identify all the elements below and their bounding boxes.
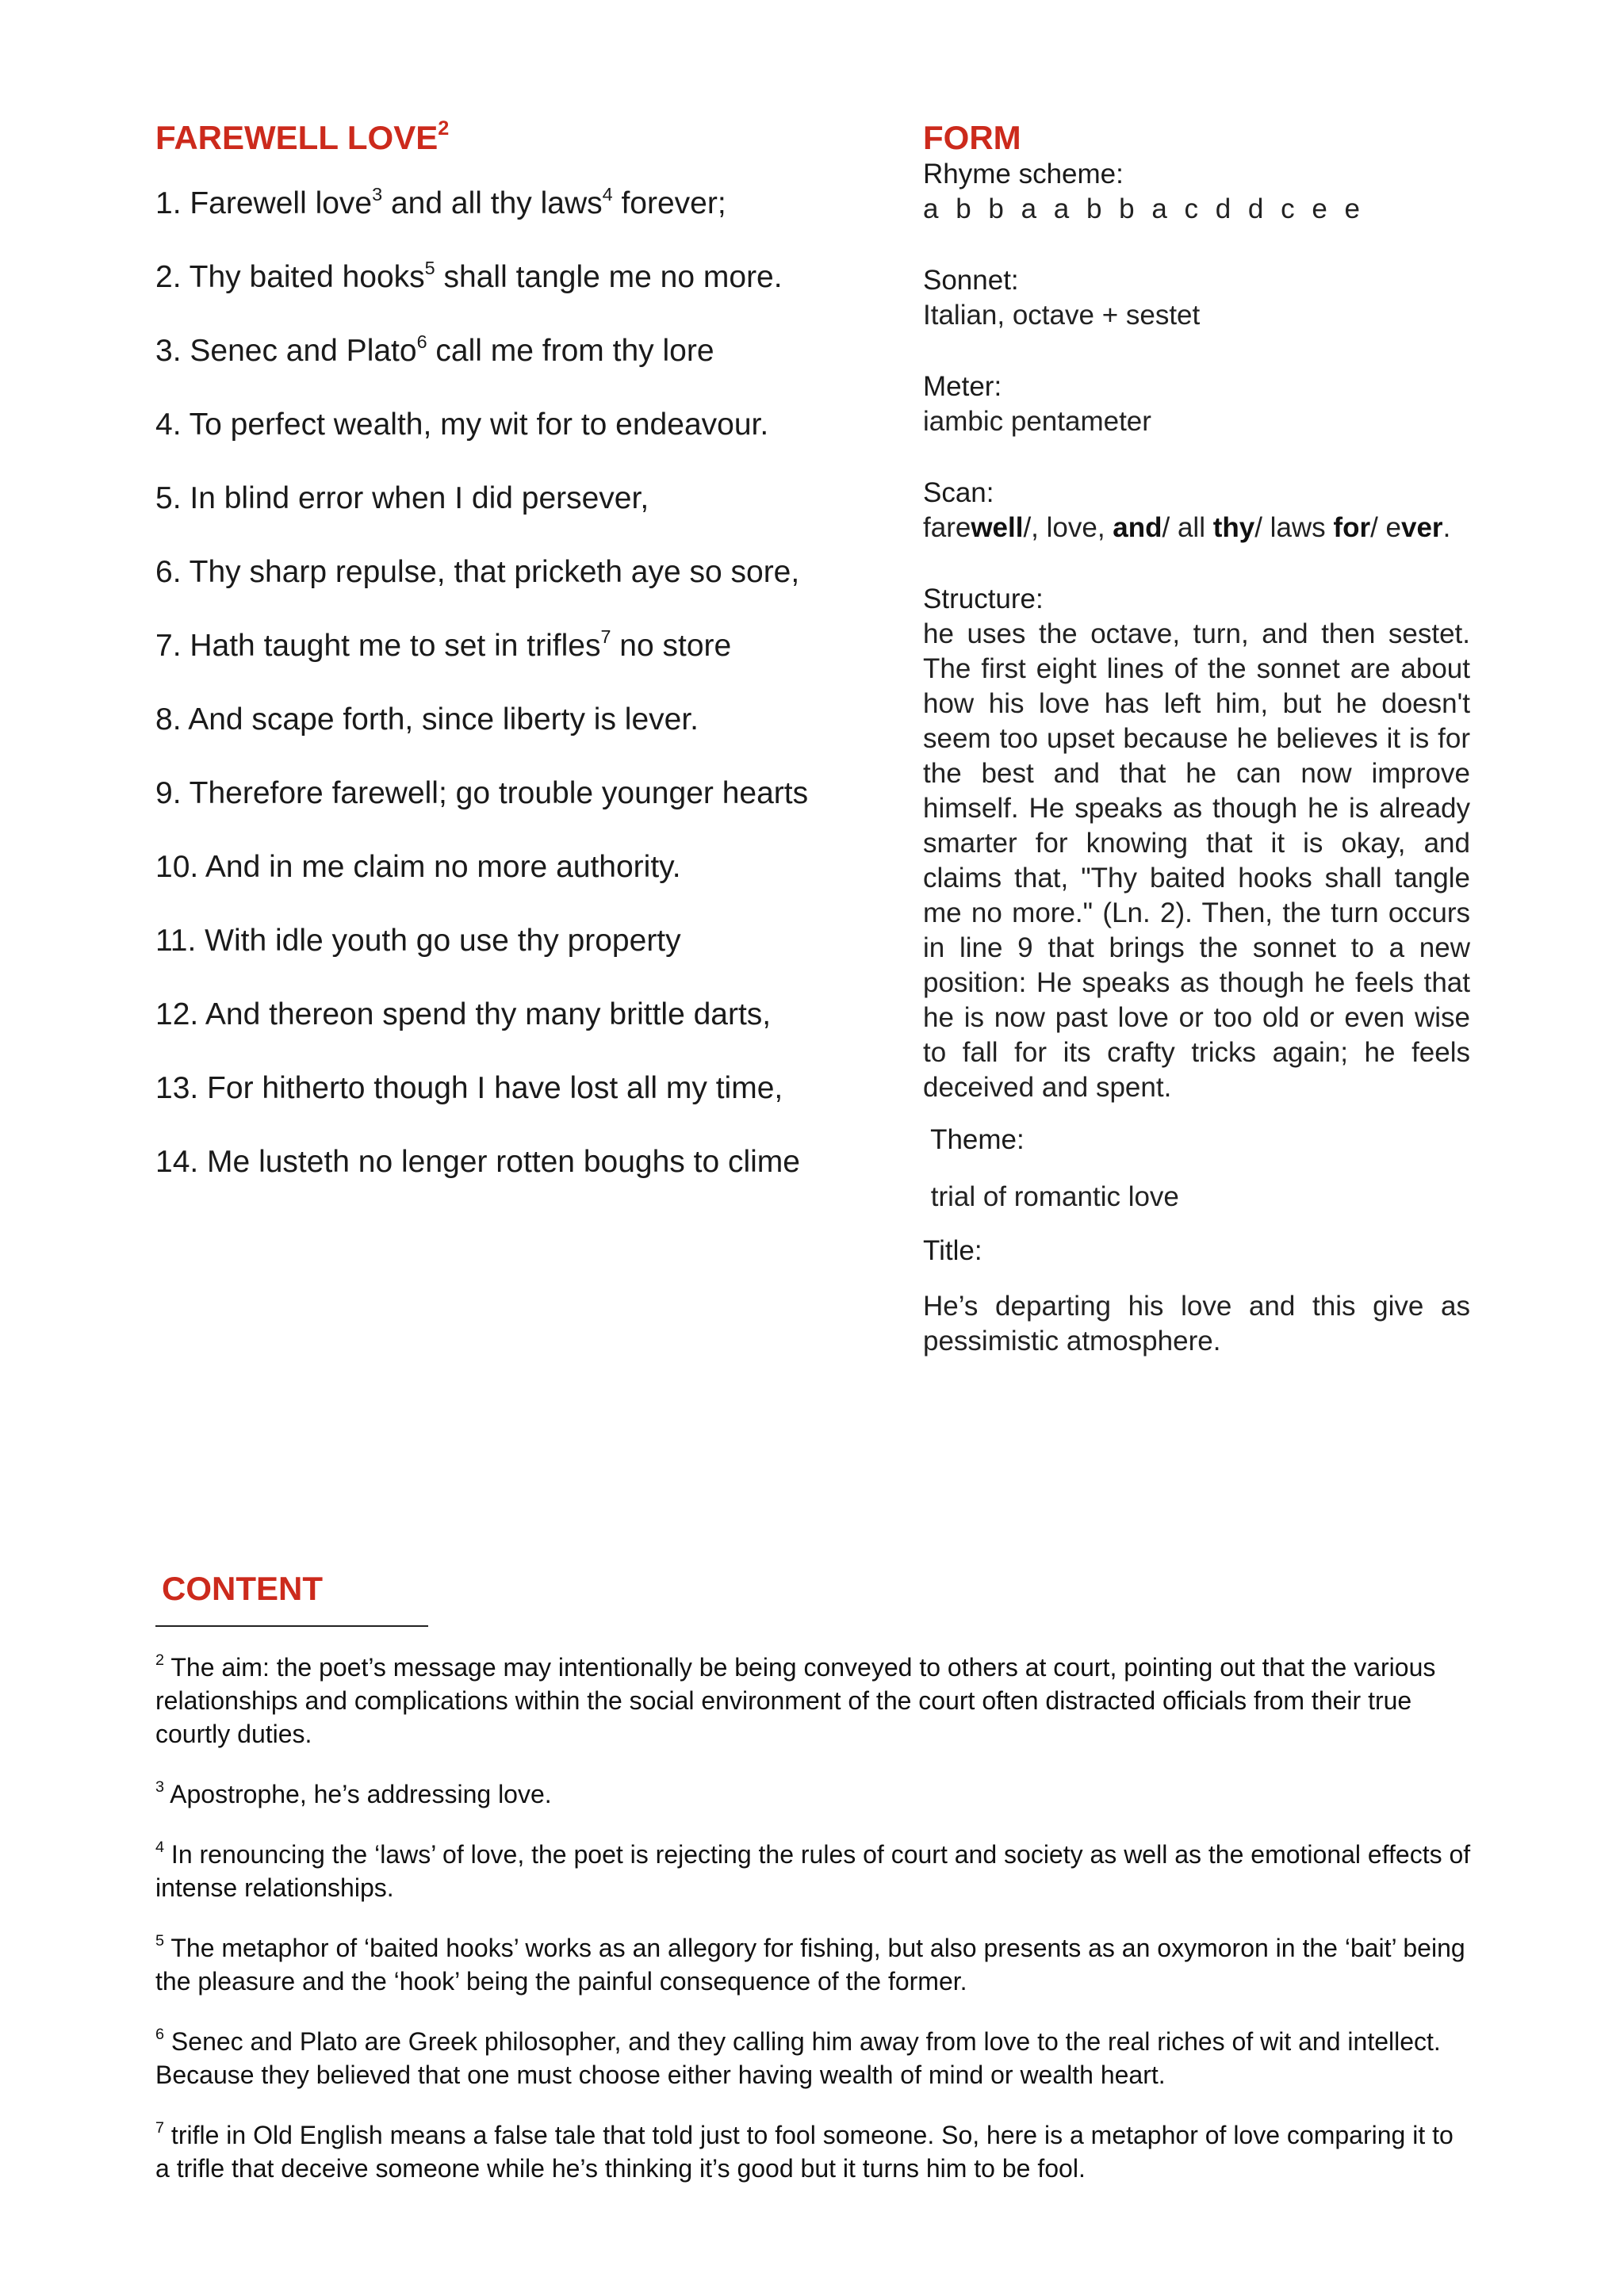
footnote: $^4$ In renouncing the ‘laws’ of love, the poet is rejecting the rules of court and society as well as the emotional effects of intense relationships. — [155, 1839, 1471, 1902]
scan-label: Scan: — [923, 477, 994, 508]
poem-line: 2. Thy baited hooks$^5$ shall tangle me no more. — [155, 257, 783, 294]
poem-line: 3. Senec and Plato$^6$ call me from thy lore — [155, 331, 714, 368]
poem-line: 13. For hitherto though I have lost all my time, — [155, 1071, 783, 1105]
meter-label: Meter: — [923, 371, 1002, 402]
footnote-ref: 5 — [424, 257, 435, 278]
footnote-number: 6 — [155, 2026, 165, 2044]
footnote: $^6$ Senec and Plato are Greek philosopher, and they calling him away from love to the real riches of wit and intellect. Because they believed that one must choose either having wealth of mind or wealth heart. — [155, 2026, 1441, 2089]
poem-line: 4. To perfect wealth, my wit for to endeavour. — [155, 408, 769, 442]
footnote-number: 5 — [155, 1932, 165, 1950]
footnote-number: 3 — [155, 1778, 165, 1797]
footnote-ref: 4 — [602, 183, 613, 205]
sonnet-label: Sonnet: — [923, 265, 1019, 296]
form-title: FORM — [923, 119, 1021, 156]
poem-line: 12. And thereon spend thy many brittle darts, — [155, 997, 772, 1031]
footnote-number: 7 — [155, 2119, 165, 2137]
footnote: $^3$ Apostrophe, he’s addressing love. — [155, 1778, 552, 1808]
poem-section — [155, 119, 885, 1218]
content-section — [155, 1570, 1472, 2212]
poem-line: 6. Thy sharp repulse, that pricketh aye so sore, — [155, 555, 800, 589]
footnote-ref: 3 — [372, 183, 383, 205]
footnote-number: 4 — [155, 1839, 165, 1857]
footnote-number: 2 — [155, 1651, 165, 1670]
theme-value: trial of romantic love — [923, 1181, 1179, 1212]
poem-line: 1. Farewell love$^3$ and all thy laws$^4$ forever; — [155, 183, 726, 220]
footnotes — [155, 1651, 1472, 2185]
footnote: $^7$ trifle in Old English means a false tale that told just to fool someone. So, here is a metaphor of love comparing it to a trifle that deceive someone while he’s thinking it’s good but it turns him to be fool. — [155, 2119, 1454, 2183]
poem-line: 8. And scape forth, since liberty is lever. — [155, 702, 699, 737]
footnote-ref: 2 — [438, 117, 450, 140]
footnote-ref: 7 — [600, 626, 611, 647]
poem-title: FAREWELL LOVE$^2$ — [155, 117, 450, 156]
meter-value: iambic pentameter — [923, 406, 1151, 437]
structure-value: he uses the octave, turn, and then sestet. The first eight lines of the sonnet are about how his love has left him, but he doesn't seem too upset because he believes it is for the best and that he can now improve himself. He speaks as though he is already smarter for knowing that it is okay, and claims that, "Thy baited hooks shall tangle me no more." (Ln. 2). Then, the turn occurs in line 9 that brings the sonnet to a new position: He speaks as though he feels that he is now past love or too old or even wise to fall for its crafty tricks again; he feels deceived and spent. — [923, 618, 1470, 1103]
footnote-divider — [155, 1625, 428, 1627]
poem-line: 14. Me lusteth no lenger rotten boughs to clime — [155, 1145, 800, 1179]
title-value: He’s departing his love and this give as pessimistic atmosphere. — [923, 1291, 1470, 1357]
theme-label: Theme: — [923, 1124, 1025, 1155]
form-section — [923, 119, 1470, 1395]
poem-line: 5. In blind error when I did persever, — [155, 481, 649, 515]
content-title: CONTENT — [162, 1570, 323, 1607]
title-label: Title: — [923, 1235, 982, 1266]
rhyme-scheme-value: a b b a a b b a c d d c e e — [923, 193, 1365, 224]
poem-line: 11. With idle youth go use thy property — [155, 924, 681, 958]
rhyme-scheme-label: Rhyme scheme: — [923, 159, 1124, 189]
poem-line: 7. Hath taught me to set in trifles$^7$ no store — [155, 626, 732, 663]
scan-value: farewell/, love, and/ all thy/ laws for/ ever. — [923, 512, 1451, 543]
footnote: $^5$ The metaphor of ‘baited hooks’ works as an allegory for fishing, but also presents as an oxymoron in the ‘bait’ being the pleasure and the ‘hook’ being the painful consequence of the former. — [155, 1932, 1465, 1996]
poem-line: 9. Therefore farewell; go trouble younger hearts — [155, 776, 809, 810]
sonnet-value: Italian, octave + sestet — [923, 300, 1201, 331]
footnote-ref: 6 — [416, 331, 427, 352]
structure-label: Structure: — [923, 584, 1044, 614]
poem-lines — [155, 183, 885, 1181]
footnote: $^2$ The aim: the poet’s message may intentionally be being conveyed to others at court, pointing out that the various relationships and complications within the social environment of the court often distracted officials from their true courtly duties. — [155, 1651, 1436, 1748]
poem-line: 10. And in me claim no more authority. — [155, 850, 681, 884]
